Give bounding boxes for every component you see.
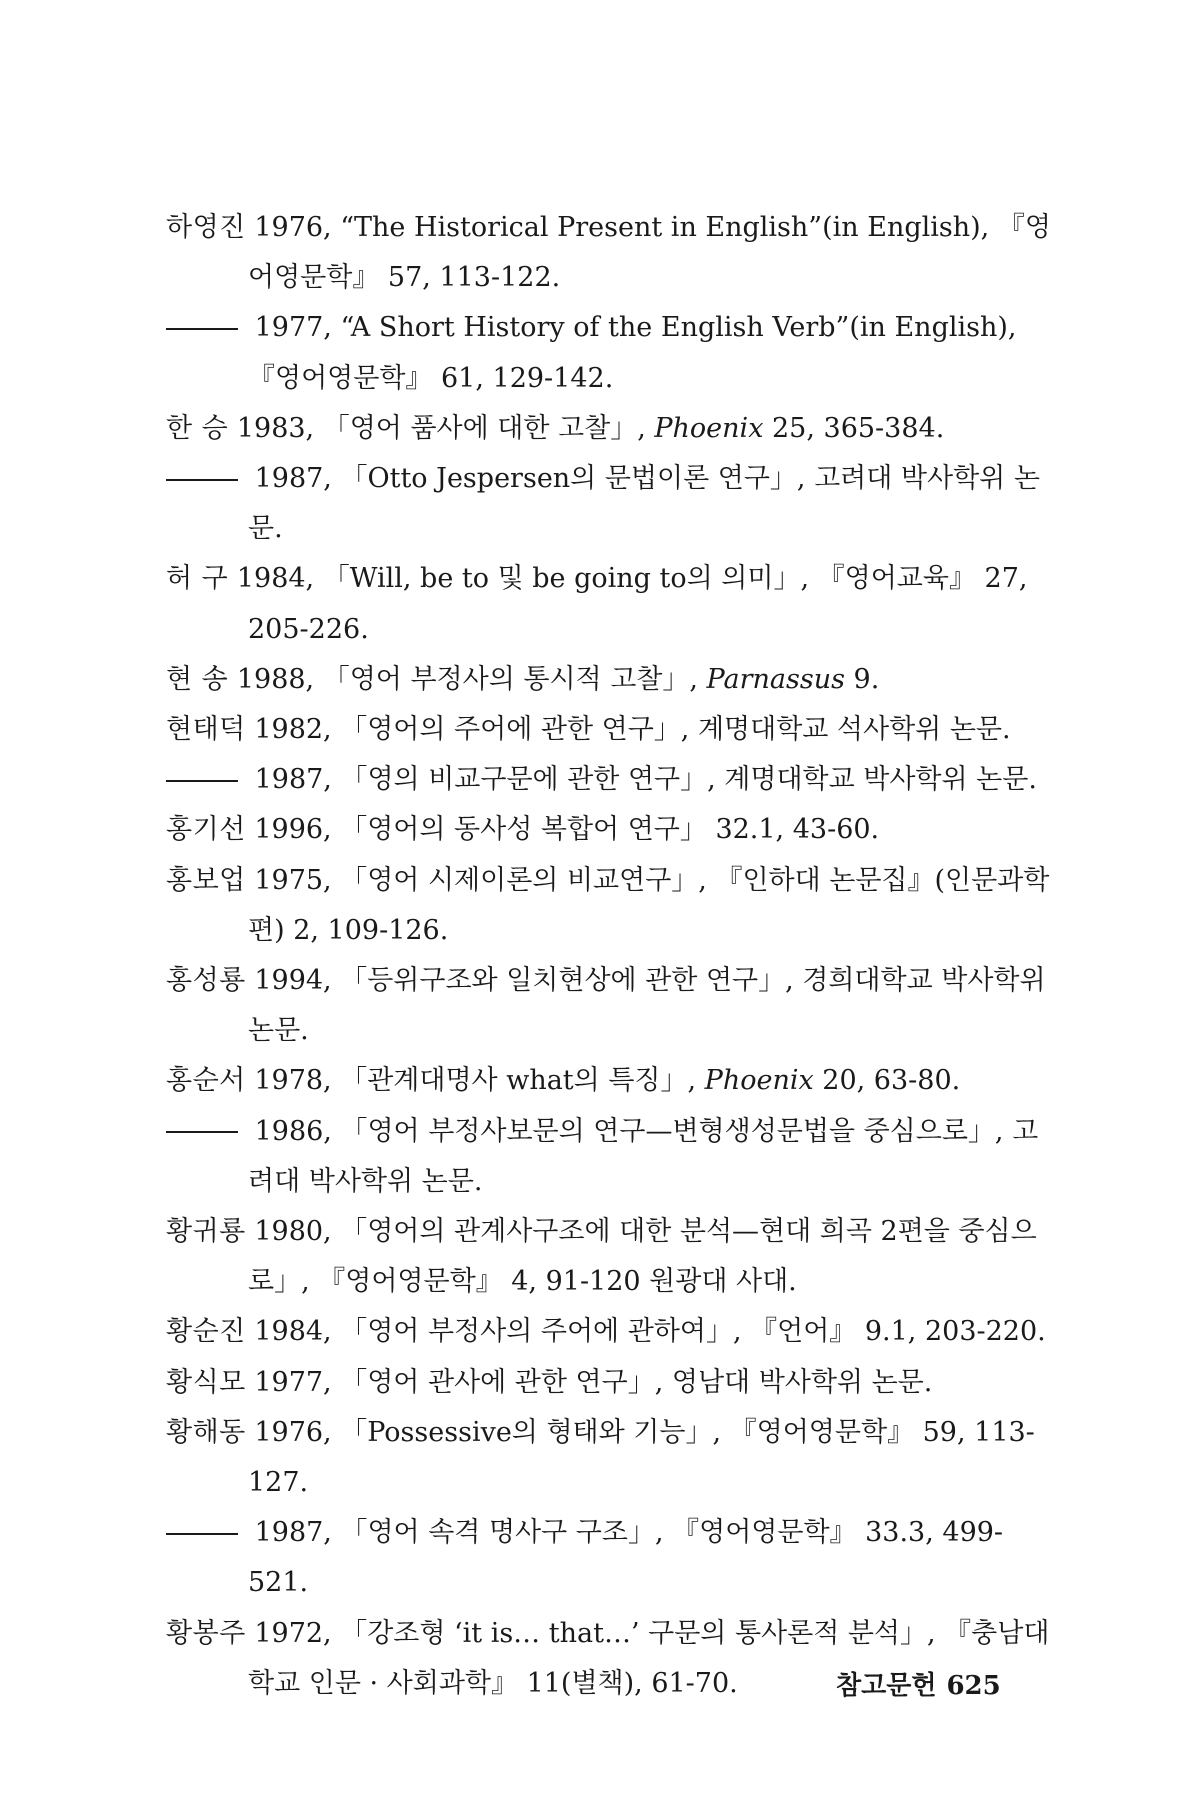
reference-author: 황봉주 [166,1617,246,1649]
reference-author: 황귀룡 [166,1216,246,1248]
reference-entry [166,1056,1056,1106]
reference-entry [166,554,1056,654]
reference-author: 현태덕 [166,714,246,746]
reference-author: 허 구 [166,563,229,595]
reference-text: 1988, 「영어 부정사의 통시적 고찰」, [228,663,707,695]
reference-entry [166,1408,1056,1508]
reference-author: 홍기선 [166,814,246,846]
reference-text: 1984, 「영어 부정사의 주어에 관하여」, 『언어』 9.1, 203-220. [245,1316,1046,1348]
reference-text: 1983, 「영어 품사에 대한 고찰」, [228,412,655,444]
reference-text: 1984, 「Will, be to 및 be going to의 의미」, 『영어교육』 27, 205-226. [228,563,1028,645]
reference-entry [166,856,1056,956]
reference-text: 1976, 「Possessive의 형태와 기능」, 『영어영문학』 59, 113-127. [245,1416,1035,1499]
reference-author: 현 송 [166,663,229,695]
reference-entry [166,404,1056,454]
reference-text: 20, 63-80. [813,1065,961,1097]
reference-entry [166,1508,1056,1608]
reference-author: 하영진 [166,212,246,243]
reference-author: 황식모 [166,1366,246,1398]
reference-entry [166,956,1056,1056]
reference-text: 1976, “The Historical Present in English”(in English), 『영어영문학』 57, 113-122. [245,212,1051,294]
reference-text: 1982, 「영어의 주어에 관한 연구」, 계명대학교 석사학위 논문. [245,714,1011,746]
reference-author: 홍순서 [166,1065,246,1097]
reference-text: 1978, 「관계대명사 what의 특징」, [245,1065,705,1097]
same-author-dash [166,479,238,481]
reference-text: 1980, 「영어의 관계사구조에 대한 분석—현대 희곡 2편을 중심으로」, 『영어영문학』 4, 91-120 원광대 사대. [245,1216,1037,1298]
reference-journal-title: Parnassus [706,663,845,695]
reference-text: 1987, 「영의 비교구문에 관한 연구」, 계명대학교 박사학위 논문. [246,764,1037,796]
reference-author: 한 승 [166,412,229,444]
reference-entry [166,1207,1056,1307]
reference-author: 홍성룡 [166,965,246,997]
reference-text: 1987, 「영어 속격 명사구 구조」, 『영어영문학』 33.3, 499-521. [246,1517,1004,1599]
reference-entry [166,1358,1056,1408]
reference-text: 1987, 「Otto Jespersen의 문법이론 연구」, 고려대 박사학위 논문. [246,463,1040,545]
reference-text: 1986, 「영어 부정사보문의 연구—변형생성문법을 중심으로」, 고려대 박사학위 논문. [246,1115,1039,1197]
reference-journal-title: Phoenix [654,412,764,444]
reference-text: 1996, 「영어의 동사성 복합어 연구」 32.1, 43-60. [245,814,880,846]
reference-text: 1972, 「강조형 ‘it is… that…’ 구문의 통사론적 분석」, 『충남대학교 인문 · 사회과학』 11(별책), 61-70. [245,1617,1050,1699]
reference-text: 9. [844,663,880,695]
reference-entry [166,655,1056,705]
reference-text: 25, 365-384. [763,412,945,444]
reference-entry [166,1107,1056,1207]
reference-entry [166,755,1056,805]
reference-entry [166,805,1056,855]
reference-text: 1994, 「등위구조와 일치현상에 관한 연구」, 경희대학교 박사학위 논문. [245,965,1046,1047]
page-footer [836,1665,1001,1702]
reference-text: 1977, 「영어 관사에 관한 연구」, 영남대 박사학위 논문. [245,1366,933,1398]
page-number: 625 [946,1671,1001,1701]
reference-entry [166,705,1056,755]
reference-author: 황순진 [166,1316,246,1348]
reference-entry [166,203,1056,303]
reference-entry [166,303,1056,403]
reference-entry [166,1307,1056,1357]
reference-text: 1975, 「영어 시제이론의 비교연구」, 『인하대 논문집』(인문과학편) 2, 109-126. [245,864,1050,946]
reference-author: 황해동 [166,1416,246,1448]
reference-journal-title: Phoenix [704,1065,814,1097]
reference-entry [166,454,1056,554]
same-author-dash [166,780,238,782]
reference-author: 홍보업 [166,864,246,896]
reference-list [166,203,1056,1709]
reference-text: 1977, “A Short History of the English Verb”(in English), 『영어영문학』 61, 129-142. [246,312,1017,394]
same-author-dash [166,1131,238,1133]
same-author-dash [166,328,238,330]
same-author-dash [166,1533,238,1535]
section-title: 참고문헌 [836,1671,937,1701]
